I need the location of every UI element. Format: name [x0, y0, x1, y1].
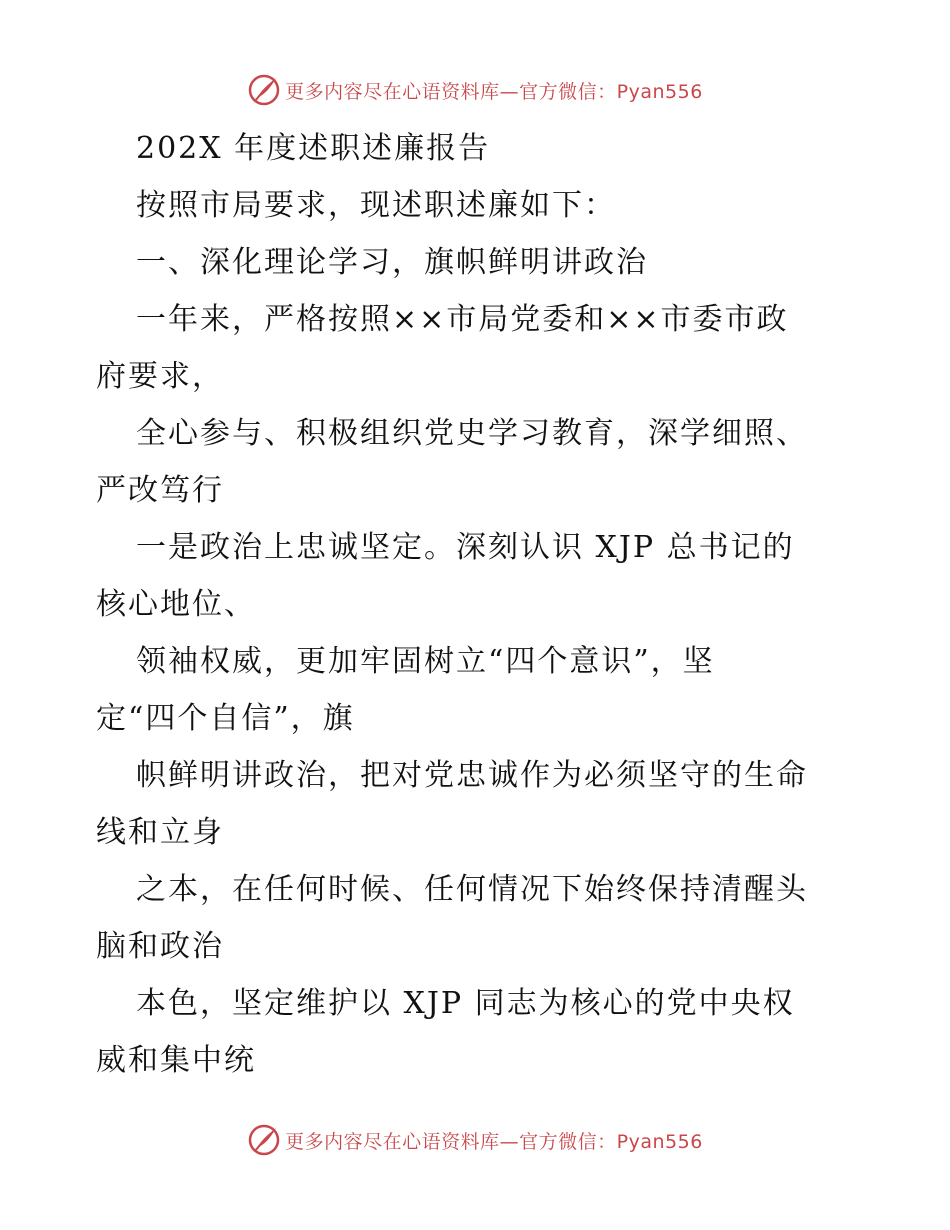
header-watermark	[0, 70, 950, 110]
doc-line-1: 202X 年度述职述廉报告	[136, 131, 491, 166]
doc-line-11: 定“四个自信”，旗	[96, 701, 355, 736]
doc-line-2: 按照市局要求，现述职述廉如下：	[136, 188, 616, 223]
doc-line-8: 一是政治上忠诚坚定。深刻认识 XJP 总书记的	[136, 530, 795, 565]
doc-line-7: 严改笃行	[96, 473, 224, 508]
doc-line-3: 一、深化理论学习，旗帜鲜明讲政治	[136, 245, 648, 280]
doc-line-5: 府要求，	[96, 359, 224, 394]
doc-line-4: 一年来，严格按照××市局党委和××市委市政	[136, 302, 789, 337]
doc-line-17: 威和集中统	[96, 1043, 256, 1078]
doc-line-12: 帜鲜明讲政治，把对党忠诚作为必须坚守的生命	[136, 758, 808, 793]
document-body	[96, 120, 856, 1089]
doc-line-9: 核心地位、	[96, 587, 256, 622]
doc-line-15: 脑和政治	[96, 929, 224, 964]
doc-line-14: 之本，在任何时候、任何情况下始终保持清醒头	[136, 872, 808, 907]
doc-line-16: 本色，坚定维护以 XJP 同志为核心的党中央权	[136, 986, 795, 1021]
doc-line-13: 线和立身	[96, 815, 224, 850]
footer-watermark	[0, 1120, 950, 1160]
doc-line-6: 全心参与、积极组织党史学习教育，深学细照、	[136, 416, 808, 451]
watermark-text: 更多内容尽在心语资料库—官方微信：Pyan556	[285, 80, 703, 103]
watermark-text: 更多内容尽在心语资料库—官方微信：Pyan556	[285, 1130, 703, 1153]
quill-logo-icon	[247, 73, 281, 107]
quill-logo-icon	[247, 1123, 281, 1157]
doc-line-10: 领袖权威，更加牢固树立“四个意识”，坚	[136, 644, 715, 679]
